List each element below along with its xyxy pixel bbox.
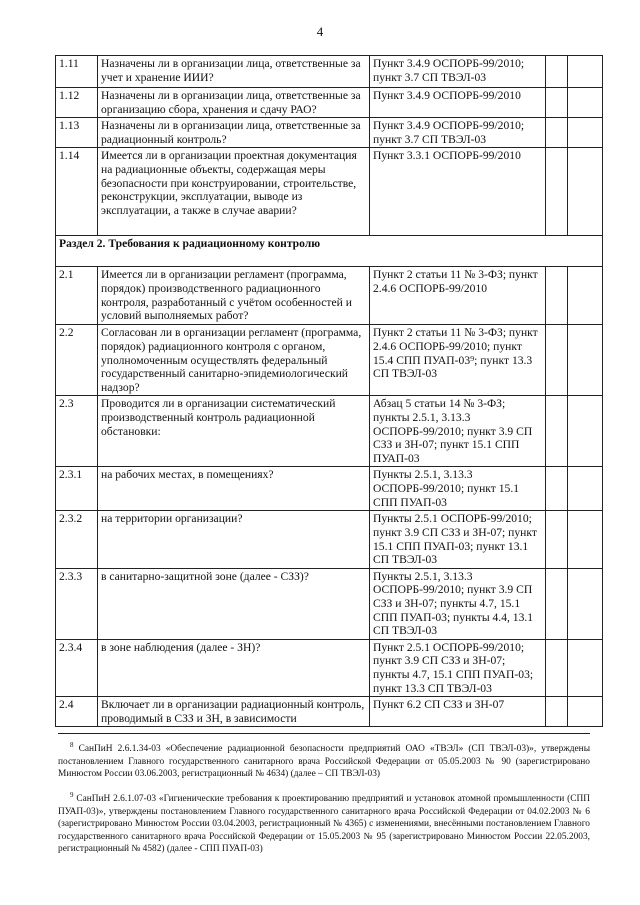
item-question: в санитарно-защитной зоне (далее - СЗЗ)? — [98, 568, 370, 639]
answer-no-cell — [568, 511, 603, 568]
answer-no-cell — [568, 118, 603, 148]
item-number: 2.3.1 — [56, 467, 98, 511]
item-number: 1.12 — [56, 88, 98, 118]
answer-yes-cell — [546, 396, 568, 467]
answer-yes-cell — [546, 511, 568, 568]
table-row — [56, 118, 603, 148]
item-number: 2.3 — [56, 396, 98, 467]
item-reference: Абзац 5 статьи 14 № 3-ФЗ; пункты 2.5.1, 3.13.3 ОСПОРБ-99/2010; пункт 3.9 СП СЗЗ и ЗН-07; пункт 15.1 СПП ПУАП-03 — [370, 396, 546, 467]
section-title: Раздел 2. Требования к радиационному контролю — [56, 236, 603, 267]
checklist-table — [55, 55, 603, 727]
answer-yes-cell — [546, 467, 568, 511]
answer-no-cell — [568, 267, 603, 325]
item-reference: Пункт 2.5.1 ОСПОРБ-99/2010; пункт 3.9 СП СЗЗ и ЗН-07; пункты 4.7, 15.1 СПП ПУАП-03; пункт 13.3 СП ТВЭЛ-03 — [370, 639, 546, 696]
answer-yes-cell — [546, 88, 568, 118]
item-number: 2.3.3 — [56, 568, 98, 639]
item-reference: Пункт 3.4.9 ОСПОРБ-99/2010; пункт 3.7 СП ТВЭЛ-03 — [370, 56, 546, 88]
table-row — [56, 467, 603, 511]
answer-no-cell — [568, 56, 603, 88]
item-number: 1.14 — [56, 148, 98, 236]
answer-yes-cell — [546, 639, 568, 696]
item-reference: Пункт 2 статьи 11 № 3-ФЗ; пункт 2.4.6 ОСПОРБ-99/2010 — [370, 267, 546, 325]
item-question: Имеется ли в организации регламент (программа, порядок) производственного радиационного контроля, разработанный с учётом особенностей и условий выполняемых работ? — [98, 267, 370, 325]
item-question: Назначены ли в организации лица, ответственные за радиационный контроль? — [98, 118, 370, 148]
answer-yes-cell — [546, 697, 568, 727]
table-row — [56, 697, 603, 727]
item-number: 2.2 — [56, 325, 98, 396]
footnote-mark: 8 — [70, 741, 74, 749]
section-header-row — [56, 236, 603, 267]
answer-yes-cell — [546, 267, 568, 325]
answer-no-cell — [568, 148, 603, 236]
table-row — [56, 511, 603, 568]
answer-no-cell — [568, 639, 603, 696]
answer-yes-cell — [546, 568, 568, 639]
answer-no-cell — [568, 568, 603, 639]
answer-no-cell — [568, 697, 603, 727]
item-reference: Пункт 3.4.9 ОСПОРБ-99/2010 — [370, 88, 546, 118]
item-reference: Пункты 2.5.1, 3.13.3 ОСПОРБ-99/2010; пункт 3.9 СП СЗЗ и ЗН-07; пункты 4.7, 15.1 СПП ПУАП-03; пункты 4.4, 13.1 СП ТВЭЛ-03 — [370, 568, 546, 639]
item-reference: Пункт 2 статьи 11 № 3-ФЗ; пункт 2.4.6 ОСПОРБ-99/2010; пункт 15.4 СПП ПУАП-03⁹; пункт 13.3 СП ТВЭЛ-03 — [370, 325, 546, 396]
footnote-mark: 9 — [70, 791, 74, 800]
table-row — [56, 639, 603, 696]
answer-yes-cell — [546, 56, 568, 88]
item-number: 2.4 — [56, 697, 98, 727]
item-reference: Пункт 6.2 СП СЗЗ и ЗН-07 — [370, 697, 546, 727]
item-question: Имеется ли в организации проектная документация на радиационные объекты, содержащая меры безопасности при конструировании, строительстве, реконструкции, эксплуатации, выводе из эксплуатации, а также в случае аварии? — [98, 148, 370, 236]
table-row — [56, 396, 603, 467]
answer-no-cell — [568, 325, 603, 396]
item-question: Назначены ли в организации лица, ответственные за учет и хранение ИИИ? — [98, 56, 370, 88]
item-reference: Пункты 2.5.1, 3.13.3 ОСПОРБ-99/2010; пункт 15.1 СПП ПУАП-03 — [370, 467, 546, 511]
answer-yes-cell — [546, 325, 568, 396]
footnote-text: СанПиН 2.6.1.07-03 «Гигиенические требования к проектированию предприятий и установок атомной промышленности (СПП ПУАП-03)», утверждены постановлением Главного государственного санитарного врача Российской Федерации от 04.02.2003 № 6 (зарегистрировано Минюстом России 03.04.2003, регистрационный № 4365) с изменениями, внесёнными постановлением Главного государственного санитарного врача Российской Федерации от 15.05.2003 № 95 (зарегистрировано Минюстом России 22.05.2003, регистрационный № 4582) (далее - СПП ПУАП-03) — [58, 794, 591, 855]
item-number: 2.3.2 — [56, 511, 98, 568]
item-question: на рабочих местах, в помещениях? — [98, 467, 370, 511]
answer-yes-cell — [546, 148, 568, 236]
checklist-rows — [56, 56, 603, 727]
item-reference: Пункт 3.3.1 ОСПОРБ-99/2010 — [370, 148, 546, 236]
item-number: 2.3.4 — [56, 639, 98, 696]
item-number: 1.11 — [56, 56, 98, 88]
table-row — [56, 267, 603, 325]
page-number: 4 — [316, 24, 324, 39]
item-number: 2.1 — [56, 267, 98, 325]
table-row — [56, 88, 603, 118]
answer-yes-cell — [546, 118, 568, 148]
answer-no-cell — [568, 88, 603, 118]
item-question: на территории организации? — [98, 511, 370, 568]
answer-no-cell — [568, 396, 603, 467]
table-row — [56, 568, 603, 639]
item-question: Проводится ли в организации систематический производственный контроль радиационной обстановки: — [98, 396, 370, 467]
item-question: Назначены ли в организации лица, ответственные за организацию сбора, хранения и сдачу РАО? — [98, 88, 370, 118]
item-reference: Пункты 2.5.1 ОСПОРБ-99/2010; пункт 3.9 СП СЗЗ и ЗН-07; пункт 15.1 СПП ПУАП-03; пункт 13.1 СП ТВЭЛ-03 — [370, 511, 546, 568]
footnote-text: СанПиН 2.6.1.34-03 «Обеспечение радиационной безопасности предприятий ОАО «ТВЭЛ» (СП ТВЭЛ-03)», утверждены постановлением Главного государственного санитарного врача Российской Федерации от 05.05.2003 № 90 (зарегистрировано Минюстом России 03.06.2003, регистрационный № 4634) (далее – СП ТВЭЛ-03) — [58, 744, 590, 779]
table-row — [56, 148, 603, 236]
item-reference: Пункт 3.4.9 ОСПОРБ-99/2010; пункт 3.7 СП ТВЭЛ-03 — [370, 118, 546, 148]
item-question: Включает ли в организации радиационный контроль, проводимый в СЗЗ и ЗН, в зависимости — [98, 697, 370, 727]
table-row — [56, 56, 603, 88]
item-question: Согласован ли в организации регламент (программа, порядок) радиационного контроля с органом, уполномоченным осуществлять федеральный государственный санитарно-эпидемиологический надзор? — [98, 325, 370, 396]
footnote-9 — [58, 789, 590, 855]
table-row — [56, 325, 603, 396]
item-question: в зоне наблюдения (далее - ЗН)? — [98, 639, 370, 696]
answer-no-cell — [568, 467, 603, 511]
footnote-8 — [58, 739, 590, 780]
item-number: 1.13 — [56, 118, 98, 148]
footnotes — [58, 733, 590, 865]
